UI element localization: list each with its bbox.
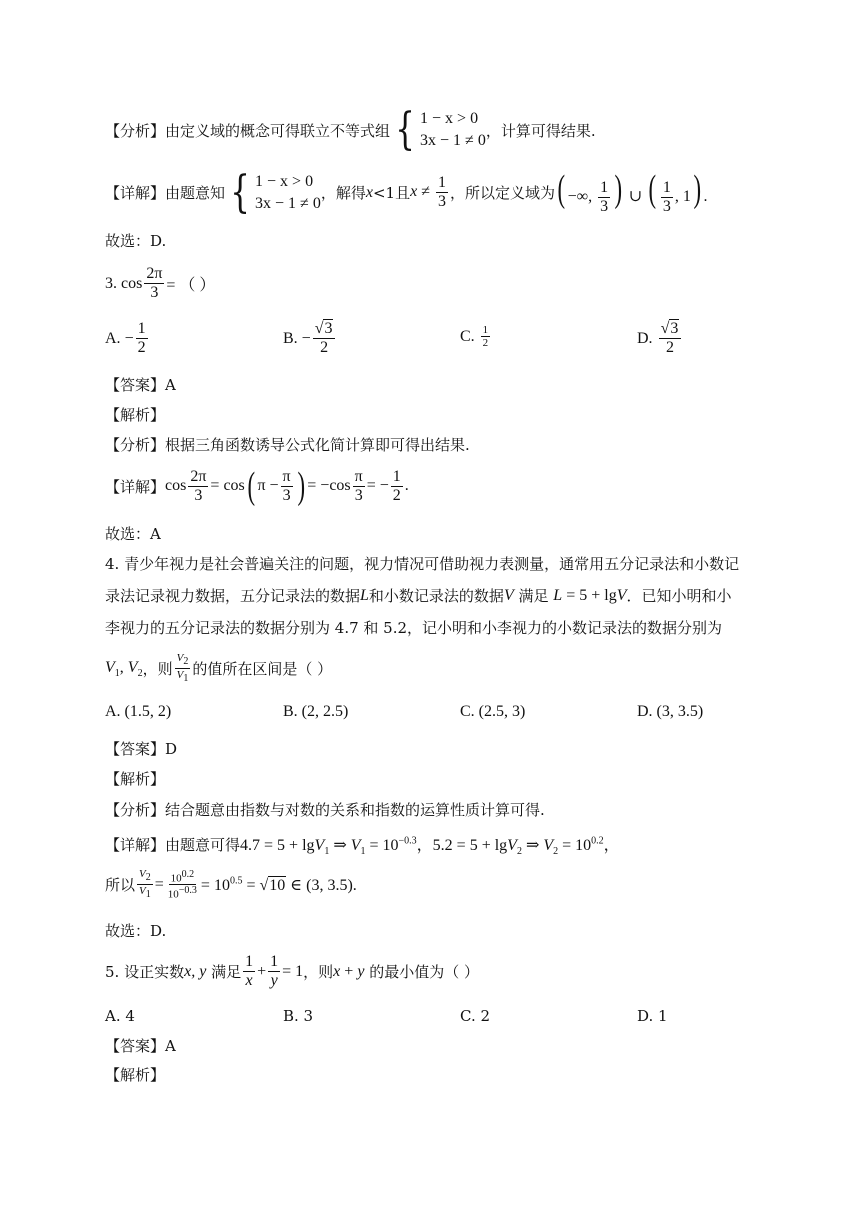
q4-answer: 【答案】 D — [105, 739, 178, 758]
q4-option-c: C. (2.5, 3) — [460, 703, 526, 720]
q3-answer: 【答案】 A — [105, 375, 176, 394]
q4-stem-line-3: 李视力的五分记录法的数据分别为 4.7 和 5.2，记小明和小李视力的小数记录法的数据分别为 — [105, 619, 723, 637]
q4-detail: 【详解】 由题意可得 4.7 = 5 + lgV$_1$ ⇒ $V_1 = 10^{-0.3}$，5.2 = 5 + lgV$_2$ ⇒ $V_2 = 10^{0.2}$， — [105, 835, 620, 858]
q3-option-d: D. $\frac{√3}{2}$ — [637, 320, 683, 357]
q3-detail: 【详解】 cos $\frac{2\pi}{3}$ = cos ( π − $\frac{\pi}{3}$ ) = −cos $\frac{\pi}{3}$ = − $\frac{1}{2}$ . — [105, 465, 409, 507]
inequality-system — [420, 108, 486, 152]
q5-explain-tag: 【解析】 — [105, 1066, 166, 1084]
q2-choice: 故选：D. — [105, 232, 167, 250]
q5-option-c: C. 2 — [460, 1007, 491, 1025]
q5-stem: 5. 设正实数 x, y 满足 $\frac{1}{x}$ + $\frac{1}{y}$ = 1 ，则 x + y 的最小值为（ ） — [105, 953, 479, 989]
q3-choice: 故选：A — [105, 525, 161, 543]
left-brace: { — [230, 166, 250, 218]
neq-expr: x ≠ $\frac{1}{3}$ — [410, 174, 446, 211]
var-x: x — [365, 183, 373, 201]
detail-text-3: <1且 — [372, 184, 411, 203]
q4-option-b: B. (2, 2.5) — [283, 703, 349, 720]
sys-row-1: 1 − x > 0 — [420, 110, 479, 127]
detail-text-2: ，解得 — [320, 184, 366, 203]
q4-stem-line-4: $V_1$, $V_2$ ，则 $\frac{V2}{V1}$ 的值所在区间是（ ） — [105, 652, 333, 685]
q3-num: 2π — [146, 265, 163, 282]
detail-text: 由题意知 — [165, 184, 226, 203]
domain-expr: ( −∞, $\frac{1}{3}$ ) ∪ ( $\frac{1}{3}$ , 1) . — [557, 168, 708, 215]
detail-text-4: ，所以定义域为 — [449, 184, 555, 203]
q4-choice: 故选：D. — [105, 922, 167, 940]
q2-detail-line — [105, 166, 708, 218]
q4-option-d: D. (3, 3.5) — [637, 703, 704, 720]
analysis-tag: 【分析】 — [105, 121, 166, 140]
left-brace: { — [395, 104, 415, 155]
q4-explain-tag: 【解析】 — [105, 770, 166, 788]
q4-stem-line-1: 4. 青少年视力是社会普遍关注的问题，视力情况可借助视力表测量，通常用五分记录法和小数记 — [105, 555, 740, 573]
q3-option-a: A. − $\frac{1}{2}$ — [105, 320, 146, 356]
q4-result: 所以 $\frac{V2}{V1}$ = $\frac{100.2}{10-0.3}$ = $10^{0.5} = √10$ ∈ (3, 3.5). — [105, 868, 357, 901]
q3-stem — [105, 265, 215, 302]
detail-tag: 【详解】 — [105, 184, 166, 203]
q5-option-a: A. 4 — [105, 1007, 135, 1025]
q5-answer: 【答案】 A — [105, 1036, 176, 1055]
q4-option-a: A. (1.5, 2) — [105, 703, 172, 720]
q3-option-c: C. $\frac{1}{2}$ — [460, 324, 489, 349]
q5-option-b: B. 3 — [283, 1007, 314, 1025]
q3-option-b: B. − $\frac{√3}{2}$ — [283, 320, 337, 357]
q4-analysis: 【分析】 结合题意由指数与对数的关系和指数的运算性质计算可得. — [105, 801, 545, 819]
q3-stem-prefix: 3. cos — [105, 274, 143, 292]
q3-den: 3 — [150, 284, 159, 301]
q3-analysis: 【分析】 根据三角函数诱导公式化简计算即可得出结果. — [105, 436, 470, 454]
q3-stem-suffix: = （ ） — [166, 277, 216, 294]
q3-explain-tag: 【解析】 — [105, 406, 166, 424]
q4-stem-line-2: 录法记录视力数据，五分记录法的数据 L 和小数记录法的数据 V 满足 L = 5 + lgV ．已知小明和小 — [105, 586, 732, 605]
q2-analysis-line — [105, 104, 596, 155]
sys-row-2: 3x − 1 ≠ 0 — [255, 194, 321, 212]
q5-option-d: D. 1 — [637, 1007, 668, 1025]
analysis-text-end: ，计算可得结果. — [485, 121, 596, 140]
analysis-text: 由定义域的概念可得联立不等式组 — [165, 121, 391, 140]
sys-row-2: 3x − 1 ≠ 0 — [420, 132, 486, 149]
sys-row-1: 1 − x > 0 — [255, 172, 314, 190]
inequality-system — [255, 171, 321, 215]
